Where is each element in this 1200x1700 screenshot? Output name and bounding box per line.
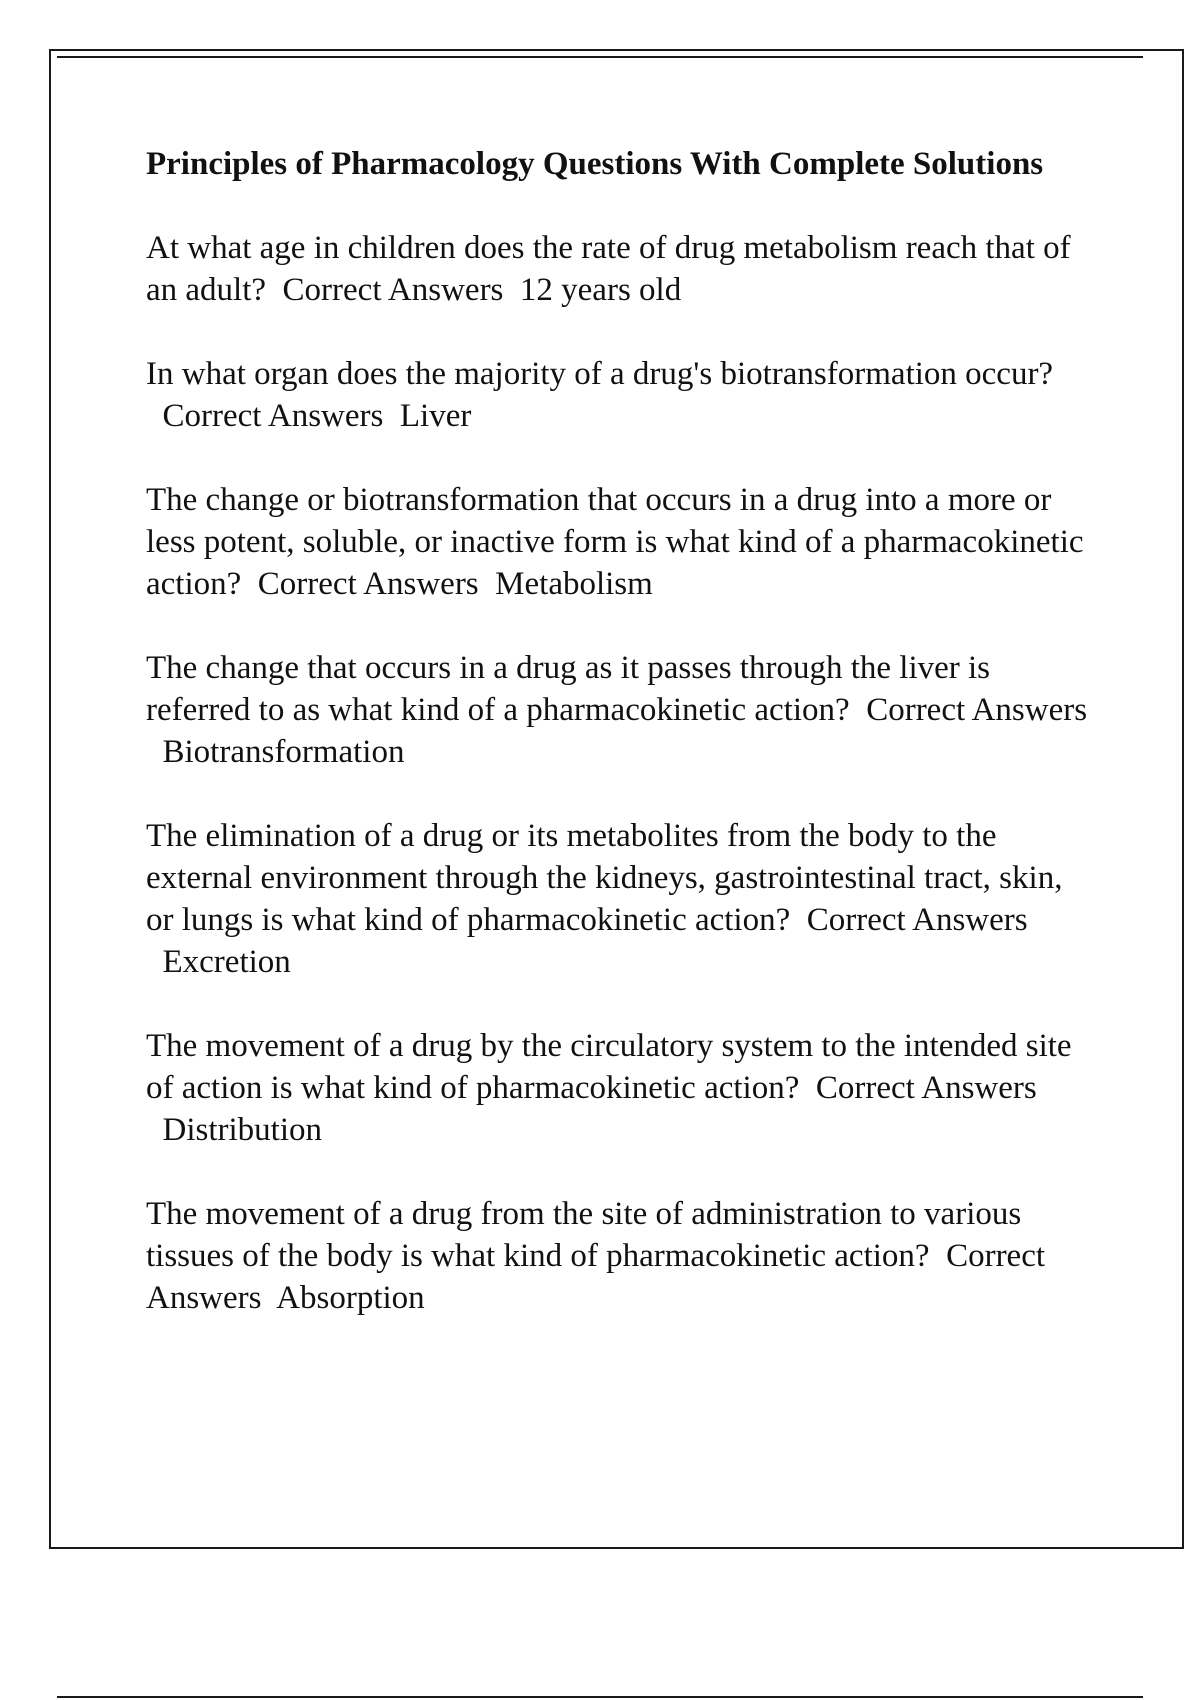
- qa-item: [146, 479, 1096, 605]
- qa-item: [146, 647, 1096, 773]
- answer-text: Excretion: [162, 944, 291, 980]
- bottom-rule: [57, 1696, 1143, 1698]
- answer-text: Liver: [399, 398, 472, 434]
- qa-item: [146, 815, 1096, 983]
- answer-label: Correct Answers: [815, 1070, 1037, 1106]
- answer-label: Correct Answers: [257, 566, 479, 602]
- question-text: The elimination of a drug or its metabolites from the body to the external environment through the kidneys, gastrointestinal tract, skin, or lungs is what kind of pharmacokinetic action?: [146, 818, 1063, 938]
- answer-label: Correct Answers: [806, 902, 1028, 938]
- qa-item: [146, 1193, 1096, 1319]
- answer-text: Metabolism: [495, 566, 653, 602]
- question-text: At what age in children does the rate of drug metabolism reach that of an adult?: [146, 230, 1071, 308]
- top-rule: [57, 56, 1143, 58]
- question-text: The change that occurs in a drug as it passes through the liver is referred to as what kind of a pharmacokinetic action?: [146, 650, 991, 728]
- answer-text: Biotransformation: [162, 734, 405, 770]
- answer-label: Correct Answers: [282, 272, 504, 308]
- answer-label: Correct Answers: [866, 692, 1088, 728]
- answer-label: Correct Answers: [162, 398, 384, 434]
- document-title: Principles of Pharmacology Questions With Complete Solutions: [146, 146, 1044, 182]
- question-text: The movement of a drug by the circulatory system to the intended site of action is what kind of pharmacokinetic action?: [146, 1028, 1072, 1106]
- answer-text: Absorption: [276, 1280, 425, 1316]
- answer-text: Distribution: [162, 1112, 323, 1148]
- qa-item: [146, 1025, 1096, 1151]
- qa-item: [146, 227, 1096, 311]
- answer-text: 12 years old: [519, 272, 682, 308]
- document-body: [146, 144, 1096, 1361]
- question-text: In what organ does the majority of a drug's biotransformation occur?: [146, 356, 1054, 392]
- answer-label: Correct Answers: [146, 1238, 1046, 1316]
- qa-item: [146, 353, 1096, 437]
- question-text: The movement of a drug from the site of administration to various tissues of the body is what kind of pharmacokinetic action?: [146, 1196, 1022, 1274]
- question-text: The change or biotransformation that occurs in a drug into a more or less potent, soluble, or inactive form is what kind of a pharmacokinetic action?: [146, 482, 1084, 602]
